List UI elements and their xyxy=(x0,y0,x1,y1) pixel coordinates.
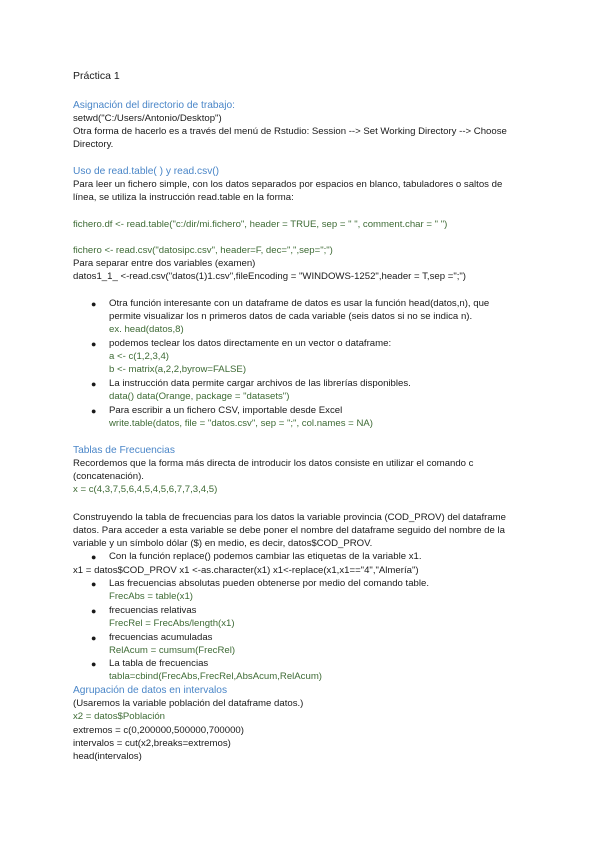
paragraph-line: (Usaremos la variable población del dataframe datos.) xyxy=(73,698,304,709)
list-item: frecuencias acumuladas xyxy=(109,632,213,643)
list-item: La tabla de frecuencias xyxy=(109,658,209,669)
paragraph-line: Directory. xyxy=(73,139,114,150)
list-item: Otra función interesante con un dataframe de datos es usar la función head(datos,n), que xyxy=(109,298,490,309)
list-item: Para escribir a un fichero CSV, importable desde Excel xyxy=(109,405,343,416)
bullet-dot-icon: ● xyxy=(91,299,97,309)
bullet-dot-icon: ● xyxy=(91,406,97,416)
bullet-dot-icon: ● xyxy=(91,552,97,562)
paragraph-line: (concatenación). xyxy=(73,471,144,482)
list-item: podemos teclear los datos directamente en un vector o dataframe: xyxy=(109,338,392,349)
list-item-continuation: permite visualizar los n primeros datos de cada variable (seis datos si no se indica n). xyxy=(109,311,473,322)
list-item: frecuencias relativas xyxy=(109,605,197,616)
list-item: Las frecuencias absolutas pueden obtenerse por medio del comando table. xyxy=(109,578,430,589)
list-item-code: RelAcum = cumsum(FrecRel) xyxy=(109,645,236,656)
list-item-code: FrecAbs = table(x1) xyxy=(109,591,193,602)
section-heading-intervalos: Agrupación de datos en intervalos xyxy=(73,685,228,696)
paragraph-line: Para separar entre dos variables (examen) xyxy=(73,258,256,269)
bullet-dot-icon: ● xyxy=(91,633,97,643)
code-line: intervalos = cut(x2,breaks=extremos) xyxy=(73,738,231,749)
list-item-code: a <- c(1,2,3,4) xyxy=(109,351,169,362)
paragraph-line: línea, se utiliza la instrucción read.table en la forma: xyxy=(73,192,294,203)
list-item-code: ex. head(datos,8) xyxy=(109,324,184,335)
paragraph-line: Para leer un fichero simple, con los datos separados por espacios en blanco, tabuladores o saltos de xyxy=(73,179,503,190)
bullet-dot-icon: ● xyxy=(91,659,97,669)
paragraph-line: datos. Para acceder a esta variable se debe poner el nombre del dataframe seguido del nombre de la xyxy=(73,525,505,536)
code-line: extremos = c(0,200000,500000,700000) xyxy=(73,725,244,736)
bullet-dot-icon: ● xyxy=(91,379,97,389)
paragraph-line: variable y un símbolo dólar ($) en medio, es decir, datos$COD_PROV. xyxy=(73,538,373,549)
code-line: datos1_1_ <-read.csv("datos(1)1.csv",fileEncoding = "WINDOWS-1252",header = T,sep =";") xyxy=(73,271,467,282)
list-item-code: write.table(datos, file = "datos.csv", sep = ";", col.names = NA) xyxy=(109,418,373,429)
list-item-code: data() data(Orange, package = "datasets") xyxy=(109,391,290,402)
code-line: x1 = datos$COD_PROV x1 <-as.character(x1) x1<-replace(x1,x1=="4","Almería") xyxy=(73,565,419,576)
paragraph-line: Recordemos que la forma más directa de introducir los datos consiste en utilizar el comando c xyxy=(73,458,474,469)
paragraph-line: Construyendo la tabla de frecuencias para los datos la variable provincia (COD_PROV) del dataframe xyxy=(73,512,507,523)
list-item-code: tabla=cbind(FrecAbs,FrecRel,AbsAcum,RelAcum) xyxy=(109,671,323,682)
code-line: head(intervalos) xyxy=(73,751,142,762)
list-item: La instrucción data permite cargar archivos de las librerías disponibles. xyxy=(109,378,411,389)
list-item-code: b <- matrix(a,2,2,byrow=FALSE) xyxy=(109,364,247,375)
code-line: x2 = datos$Población xyxy=(73,711,166,722)
code-line: x = c(4,3,7,5,6,4,5,4,5,6,7,7,3,4,5) xyxy=(73,484,218,495)
bullet-dot-icon: ● xyxy=(91,606,97,616)
document-title: Práctica 1 xyxy=(73,70,120,82)
code-line: fichero <- read.csv("datosipc.csv", header=F, dec=",",sep=";") xyxy=(73,245,333,256)
section-heading-directorio: Asignación del directorio de trabajo: xyxy=(73,100,235,111)
list-item: Con la función replace() podemos cambiar las etiquetas de la variable x1. xyxy=(109,551,422,562)
list-item-code: FrecRel = FrecAbs/length(x1) xyxy=(109,618,235,629)
code-line: setwd("C:/Users/Antonio/Desktop") xyxy=(73,113,222,124)
code-line: fichero.df <- read.table("c:/dir/mi.fichero", header = TRUE, sep = " ", comment.char = " ") xyxy=(73,219,448,230)
section-heading-frecuencias: Tablas de Frecuencias xyxy=(73,445,175,456)
bullet-dot-icon: ● xyxy=(91,579,97,589)
section-heading-read-table: Uso de read.table( ) y read.csv() xyxy=(73,166,220,177)
bullet-dot-icon: ● xyxy=(91,339,97,349)
paragraph-line: Otra forma de hacerlo es a través del menú de Rstudio: Session --> Set Working Directory --> Choose xyxy=(73,126,507,137)
